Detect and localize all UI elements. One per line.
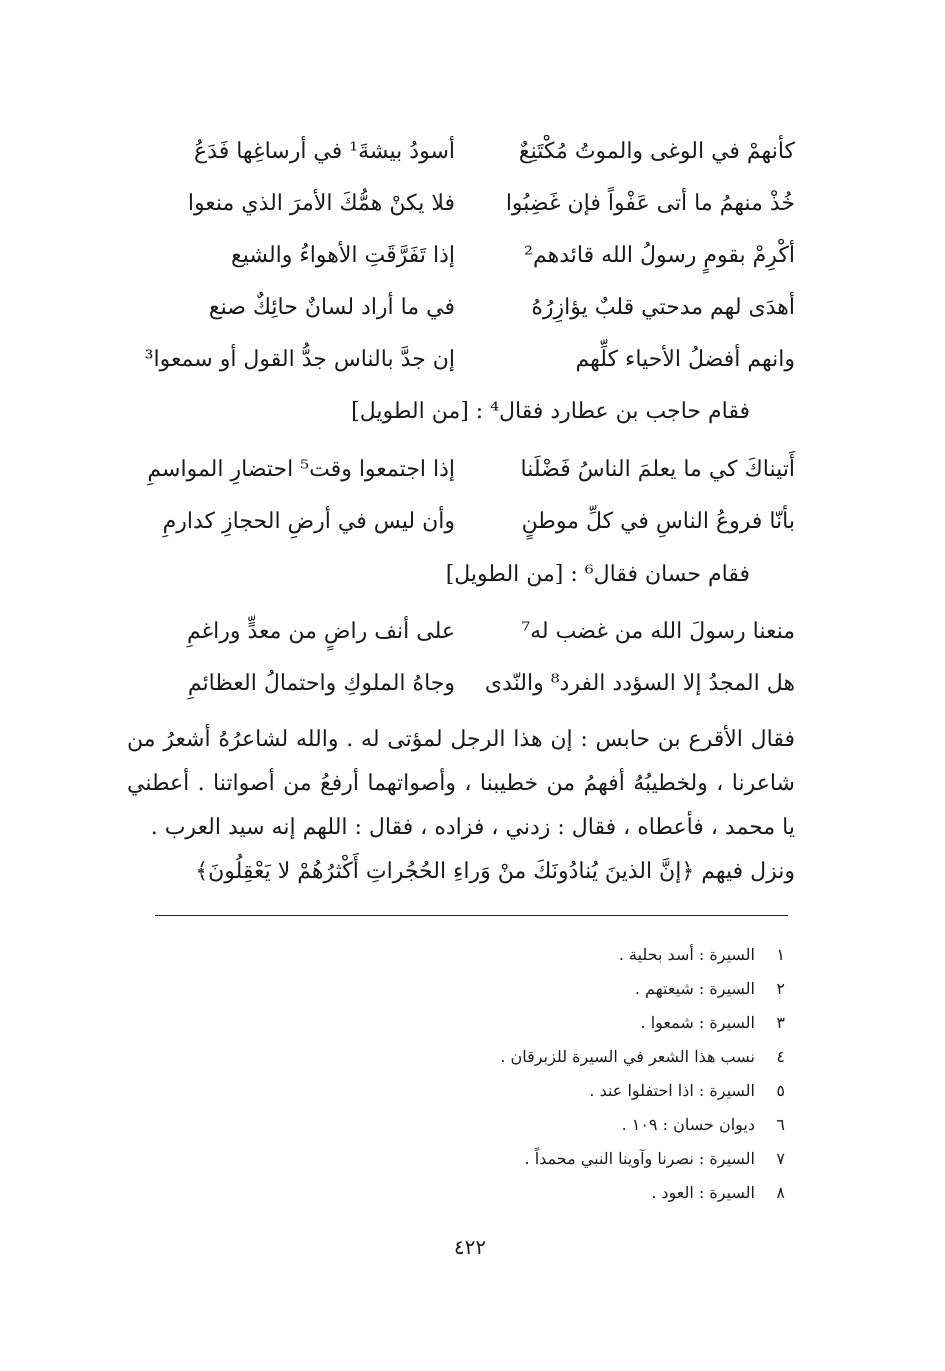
verse-first-hemistich: أكْرِمْ بقومٍ رسولُ الله قائدهم² xyxy=(524,243,795,268)
footnote-item xyxy=(500,938,785,972)
verse-line xyxy=(155,236,795,288)
poem-block-3 xyxy=(155,612,795,716)
poem-introduction: فقام حاجب بن عطارد فقال⁴ : [من الطويل] xyxy=(351,399,750,424)
verse-first-hemistich: منعنا رسولَ الله من غضب له⁷ xyxy=(521,619,795,644)
poem-block-1 xyxy=(144,132,795,392)
footnote-text: السيرة : اذا احتفلوا عند . xyxy=(589,1081,755,1100)
verse-first-hemistich: خُذْ منهمُ ما أتى عَفْواً فإن غَضِبُوا xyxy=(505,191,795,216)
prose-block xyxy=(127,718,795,894)
verse-first-hemistich: وانهم أفضلُ الأحياء كلِّهم xyxy=(575,347,795,372)
footnote-number: ٥ xyxy=(776,1081,785,1100)
footnotes xyxy=(500,938,785,1210)
verse-line xyxy=(147,450,795,502)
footnote-text: السيرة : نصرنا وآوينا النبي محمداً . xyxy=(524,1149,755,1168)
footnote-item xyxy=(500,1040,785,1074)
footnote-number: ١ xyxy=(776,945,785,964)
verse-first-hemistich: أهدَى لهم مدحتي قلبٌ يؤازِرُهُ xyxy=(531,295,795,320)
footnote-item xyxy=(500,1142,785,1176)
prose-paragraph: ونزل فيهم ﴿إنَّ الذينَ يُنادُونَكَ منْ وَراءِ الحُجُراتِ أَكْثرُهُمْ لا يَعْقِلُونَ﴾ xyxy=(195,859,795,884)
verse-second-hemistich: أسودُ بيشةَ¹ في أرساغِها فَدَعُ xyxy=(194,139,455,164)
verse-second-hemistich: وأن ليس في أرضِ الحجازِ كدارمِ xyxy=(162,509,455,534)
verse-line xyxy=(155,184,795,236)
verse-line xyxy=(155,132,795,184)
footnote-item xyxy=(500,1006,785,1040)
verse-first-hemistich: كأنهمْ في الوغى والموتُ مُكْتَنِعٌ xyxy=(518,139,795,164)
footnote-number: ٣ xyxy=(776,1013,785,1032)
verse-second-hemistich: وجاهُ الملوكِ واحتمالُ العظائمِ xyxy=(187,671,455,696)
footnote-item xyxy=(500,972,785,1006)
verse-second-hemistich: على أنف راضٍ من معدٍّ وراغمِ xyxy=(186,619,455,644)
footnote-number: ٨ xyxy=(776,1183,785,1202)
footnote-item xyxy=(500,1108,785,1142)
verse-line xyxy=(155,288,795,340)
verse-second-hemistich: في ما أراد لسانٌ حائِكٌ صنع xyxy=(208,295,455,320)
footnote-text: السيرة : شيعتهم . xyxy=(634,979,755,998)
verse-line xyxy=(155,612,795,664)
footnote-separator xyxy=(155,915,788,916)
footnote-text: نسب هذا الشعر في السيرة للزبرقان . xyxy=(500,1047,755,1066)
footnote-item xyxy=(500,1176,785,1210)
page-number: ٤٢٢ xyxy=(453,1235,487,1259)
footnote-number: ٤ xyxy=(776,1047,785,1066)
verse-first-hemistich: بأنّا فروعُ الناسِ في كلِّ موطنٍ xyxy=(521,509,795,534)
footnote-text: السيرة : شمعوا . xyxy=(640,1013,755,1032)
verse-line xyxy=(144,340,795,392)
verse-first-hemistich: هل المجدُ إلا السؤدد الفرد⁸ والنّدى xyxy=(484,671,795,696)
poem-introduction: فقام حسان فقال⁶ : [من الطويل] xyxy=(445,562,750,587)
verse-line xyxy=(155,502,795,554)
verse-first-hemistich: أَتيناكَ كي ما يعلمَ الناسُ فَضْلَنا xyxy=(520,457,795,482)
footnote-number: ٦ xyxy=(776,1115,785,1134)
footnote-item xyxy=(500,1074,785,1108)
footnote-text: السيرة : أسد بحلية . xyxy=(618,945,755,964)
footnote-number: ٢ xyxy=(776,979,785,998)
poem-block-2 xyxy=(147,450,795,554)
footnote-number: ٧ xyxy=(776,1149,785,1168)
verse-second-hemistich: إذا اجتمعوا وقت⁵ احتضارِ المواسمِ xyxy=(147,457,455,482)
verse-second-hemistich: إن جدَّ بالناس جدُّ القول أو سمعوا³ xyxy=(144,347,455,372)
verse-second-hemistich: فلا يكنْ همُّكَ الأمرَ الذي منعوا xyxy=(187,191,455,216)
footnote-text: ديوان حسان : ١٠٩ . xyxy=(621,1115,755,1134)
footnote-text: السيرة : العود . xyxy=(651,1183,755,1202)
verse-line xyxy=(155,664,795,716)
prose-paragraph: فقال الأقرع بن حابس : إن هذا الرجل لمؤتى له . والله لشاعرُهُ أشعرُ من شاعرنا ، ولخطيبُهُ أفهمُ من خطيبنا ، وأصواتهما أرفعُ من أصواتنا . أعطني يا محمد ، فأعطاه ، فقال : زدني ، فزاده ، فقال : اللهم إنه سيد العرب . xyxy=(127,727,795,840)
verse-second-hemistich: إذا تَفَرَّقَتِ الأهواءُ والشيع xyxy=(230,243,455,268)
